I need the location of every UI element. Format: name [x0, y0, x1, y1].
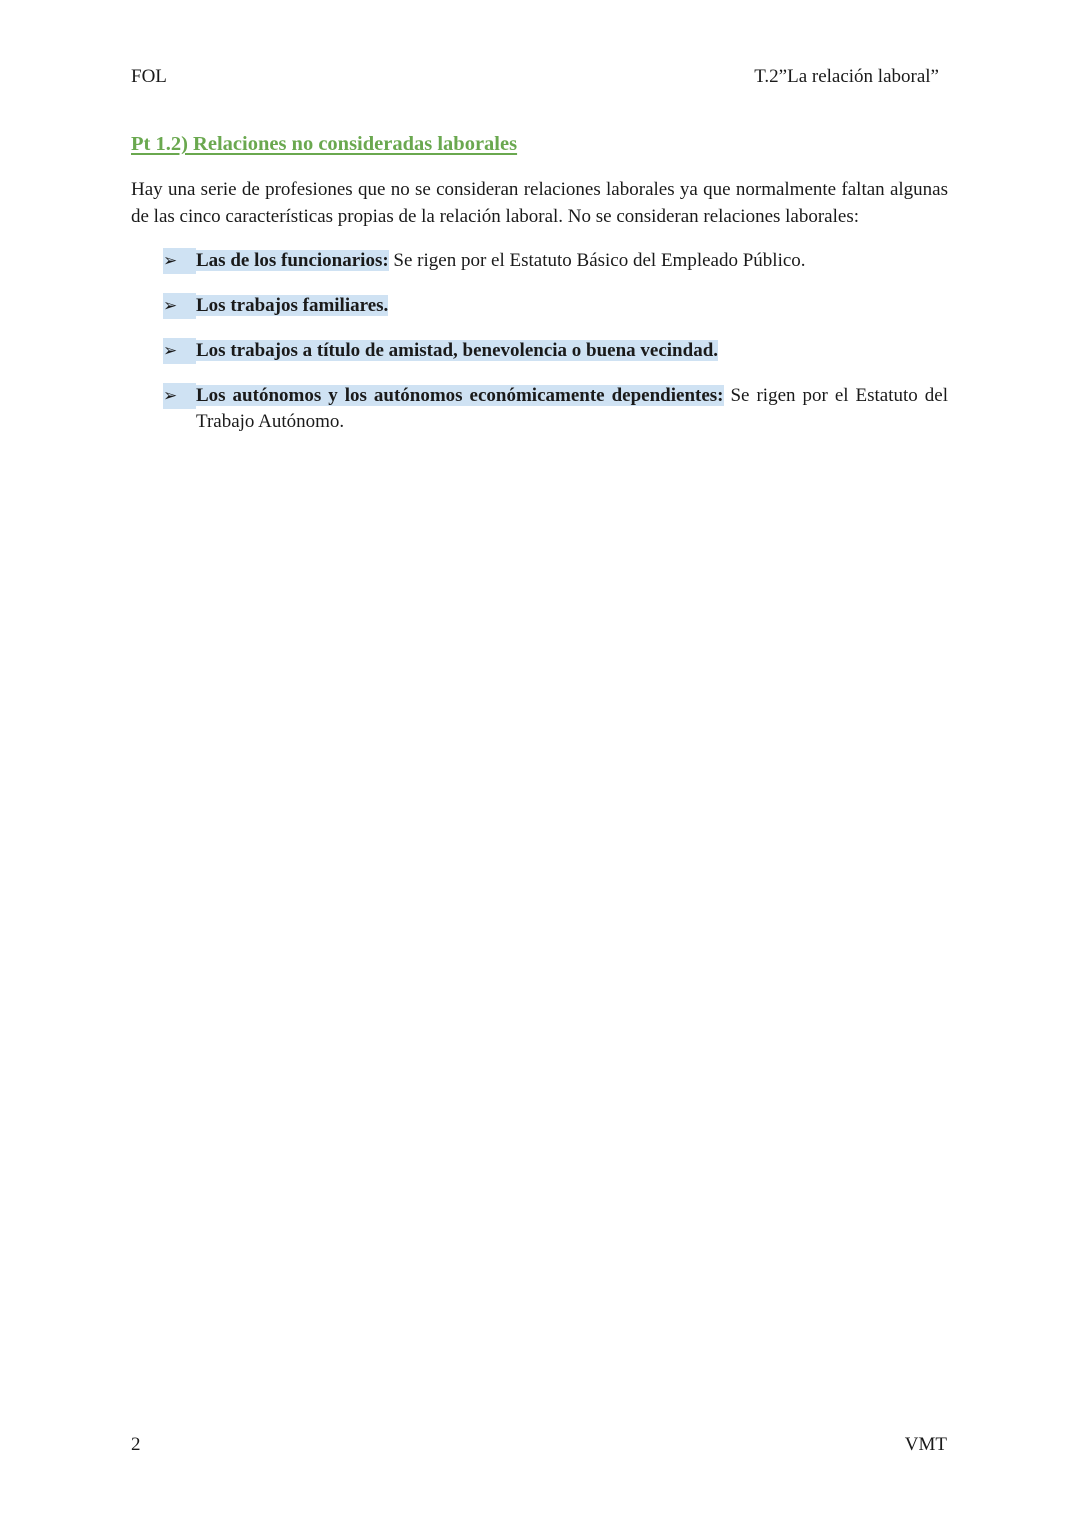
arrow-bullet-icon: ➢ [163, 248, 196, 274]
list-item [131, 338, 948, 364]
list-item [131, 383, 948, 435]
item-text: Se rigen por el Estatuto del Trabajo Autónomo. [196, 385, 948, 432]
non-labor-relations-list [131, 248, 948, 435]
section-title: Pt 1.2) Relaciones no consideradas laborales [131, 133, 518, 155]
footer-author: VMT [904, 1434, 947, 1455]
page-content [131, 130, 948, 454]
item-bold-term: Los autónomos y los autónomos económicamente dependientes: [196, 385, 724, 406]
page-number: 2 [131, 1434, 141, 1455]
list-item [131, 293, 948, 319]
item-bold-term: Los trabajos familiares. [196, 295, 389, 316]
item-bold-term: Las de los funcionarios: [196, 250, 389, 271]
item-text: Se rigen por el Estatuto Básico del Empleado Público. [388, 250, 806, 271]
arrow-bullet-icon: ➢ [163, 293, 196, 319]
arrow-bullet-icon: ➢ [163, 338, 196, 364]
arrow-bullet-icon: ➢ [163, 383, 196, 409]
item-bold-term: Los trabajos a título de amistad, benevolencia o buena vecindad. [196, 340, 719, 361]
header-topic: T.2”La relación laboral” [754, 66, 939, 87]
list-item [131, 248, 948, 274]
intro-paragraph: Hay una serie de profesiones que no se consideran relaciones laborales ya que normalmente faltan algunas de las cinco características propias de la relación laboral. No se consideran relaciones laborales: [131, 179, 948, 227]
header-subject: FOL [131, 66, 167, 87]
